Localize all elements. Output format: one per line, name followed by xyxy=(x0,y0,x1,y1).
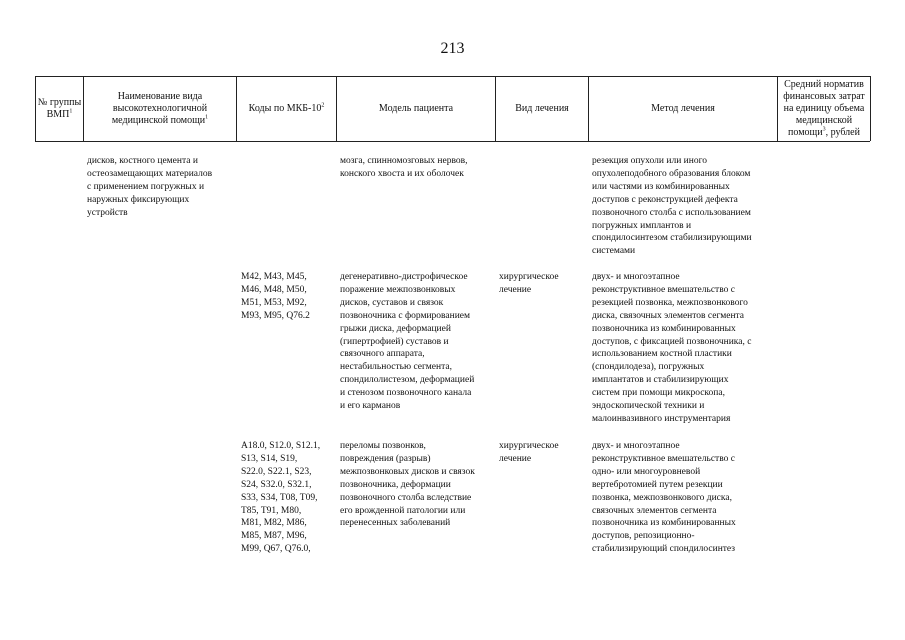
header-treatment-method: Метод лечения xyxy=(651,102,715,114)
row-treatment-type: хирургическое лечение xyxy=(499,272,559,295)
row-patient-model: переломы позвонков, повреждения (разрыв) межпозвонковых дисков и связок позвоночника, деформации позвоночного столба вследствие его врожденной патологии или перенесенных заболеваний xyxy=(340,441,475,529)
header-bottom-border xyxy=(35,141,870,142)
header-divider xyxy=(777,76,778,141)
row-icd-codes: M42, M43, M45, M46, M48, M50, M51, M53, M92, M93, M95, Q76.2 xyxy=(241,272,310,321)
row-care-type: дисков, костного цемента и остеозамещающих материалов с применением погружных и наружных фиксирующих устройств xyxy=(87,156,213,218)
row-treatment-method: резекция опухоли или иного опухолеподобного образования блоком или частями из комбинированных доступов с реконструкцией дефекта позвоночного столба с использованием погружных имплантов и спондилосинтезом стабилизирующими системами xyxy=(592,156,752,257)
row-patient-model: мозга, спинномозговых нервов, конского хвоста и их оболочек xyxy=(340,156,468,179)
header-divider xyxy=(83,76,84,141)
header-group-number: № группы ВМП$^1$ xyxy=(37,96,82,120)
row-icd-codes: A18.0, S12.0, S12.1, S13, S14, S19, S22.0, S22.1, S23, S24, S32.0, S32.1, S33, S34, T08, T09, T85, T91, M80, M81, M82, M86, M85, M87, M96, M99, Q67, Q76.0, xyxy=(241,441,321,555)
page-number: 213 xyxy=(440,40,465,57)
header-icd-codes: Коды по МКБ-$10^2$ xyxy=(248,102,325,114)
row-treatment-method: двух- и многоэтапное реконструктивное вмешательство с резекцией позвонка, межпозвонкового диска, связочных элементов сегмента позвоночника из комбинированных доступов, с фиксацией позвоночника, с использованием костной пластики (спондилодеза), погружных имплантатов и стабилизирующих систем при помощи микроскопа, эндоскопической техники и малоинвазивного инструментария xyxy=(592,272,752,424)
row-treatment-type: хирургическое лечение xyxy=(499,441,559,464)
row-treatment-method: двух- и многоэтапное реконструктивное вмешательство с одно- или многоуровневой вертебротомией путем резекции позвонка, межпозвонкового диска, связочных элементов сегмента позвоночника из комбинированных доступов, репозиционно- стабилизирующий спондилосинтез xyxy=(592,441,736,555)
header-care-type: Наименование вида высокотехнологичной медицинской помощи$^1$ xyxy=(111,90,209,126)
header-cost-standard: Средний норматив финансовых затрат на единицу объема медицинской помощи$^3$, рублей xyxy=(783,78,865,138)
header-treatment-type: Вид лечения xyxy=(515,102,569,114)
header-patient-model: Модель пациента xyxy=(378,102,454,114)
row-patient-model: дегенеративно-дистрофическое поражение межпозвонковых дисков, суставов и связок позвоночника с формированием грыжи диска, деформацией (гипертрофией) суставов и связочного аппарата, нестабильностью сегмента, спондилолистезом, деформацией и стенозом позвоночного канала и его карманов xyxy=(340,272,475,412)
header-divider xyxy=(870,76,871,141)
